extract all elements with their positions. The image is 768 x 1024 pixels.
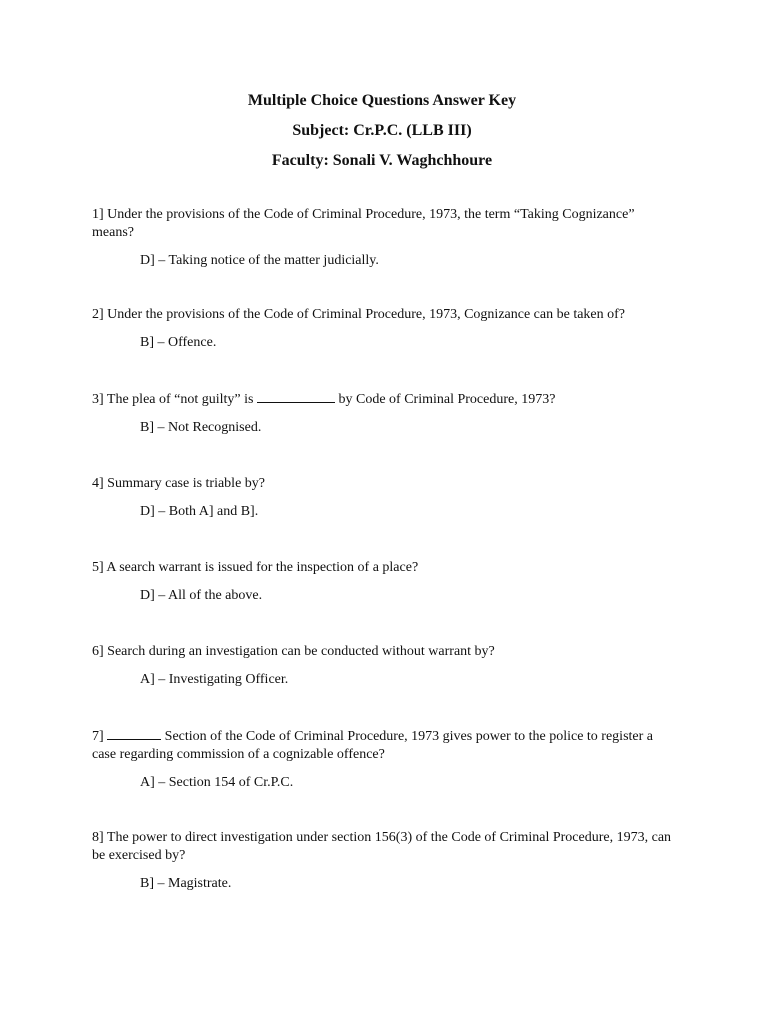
document-title: Multiple Choice Questions Answer Key bbox=[247, 92, 517, 109]
answer-text: B] – Magistrate. bbox=[140, 876, 232, 891]
answer-text: D] – Both A] and B]. bbox=[140, 504, 259, 519]
question-block-4 bbox=[92, 475, 672, 521]
answer-text: A] – Section 154 of Cr.P.C. bbox=[140, 775, 294, 790]
answer-text: B] – Offence. bbox=[140, 335, 217, 350]
question-text: 6] Search during an investigation can be conducted without warrant by? bbox=[92, 644, 495, 659]
document-subject: Subject: Cr.P.C. (LLB III) bbox=[292, 122, 472, 139]
document-faculty: Faculty: Sonali V. Waghchhoure bbox=[271, 152, 493, 169]
question-text: 4] Summary case is triable by? bbox=[92, 476, 266, 491]
fill-in-blank bbox=[257, 390, 335, 403]
question-text-start: 7] bbox=[92, 729, 108, 744]
question-text: 2] Under the provisions of the Code of Criminal Procedure, 1973, Cognizance can be taken of? bbox=[92, 307, 626, 322]
answer-text: A] – Investigating Officer. bbox=[140, 672, 289, 687]
question-text: 5] A search warrant is issued for the inspection of a place? bbox=[92, 560, 419, 575]
answer-text: D] – All of the above. bbox=[140, 588, 263, 603]
question-text-end: by Code of Criminal Procedure, 1973? bbox=[334, 392, 556, 407]
question-text-end: Section of the Code of Criminal Procedure, 1973 gives power to the police to register a case regarding commission of a cognizable offence? bbox=[92, 729, 653, 762]
document-header bbox=[92, 86, 672, 176]
question-block-7 bbox=[92, 727, 672, 792]
question-text: 8] The power to direct investigation under section 156(3) of the Code of Criminal Procedure, 1973, can be exercised by? bbox=[92, 830, 672, 863]
answer-text: B] – Not Recognised. bbox=[140, 420, 262, 435]
question-block-3 bbox=[92, 390, 672, 437]
answer-text: D] – Taking notice of the matter judicially. bbox=[140, 253, 379, 268]
question-block-8 bbox=[92, 829, 672, 893]
question-text: 1] Under the provisions of the Code of Criminal Procedure, 1973, the term “Taking Cognizance” means? bbox=[92, 207, 635, 240]
question-block-5 bbox=[92, 559, 672, 605]
question-text bbox=[92, 727, 672, 764]
question-block-1 bbox=[92, 206, 672, 270]
question-text bbox=[92, 390, 672, 409]
fill-in-blank bbox=[107, 727, 161, 740]
question-text-start: 3] The plea of “not guilty” is bbox=[92, 392, 257, 407]
question-block-6 bbox=[92, 643, 672, 689]
question-block-2 bbox=[92, 306, 672, 352]
